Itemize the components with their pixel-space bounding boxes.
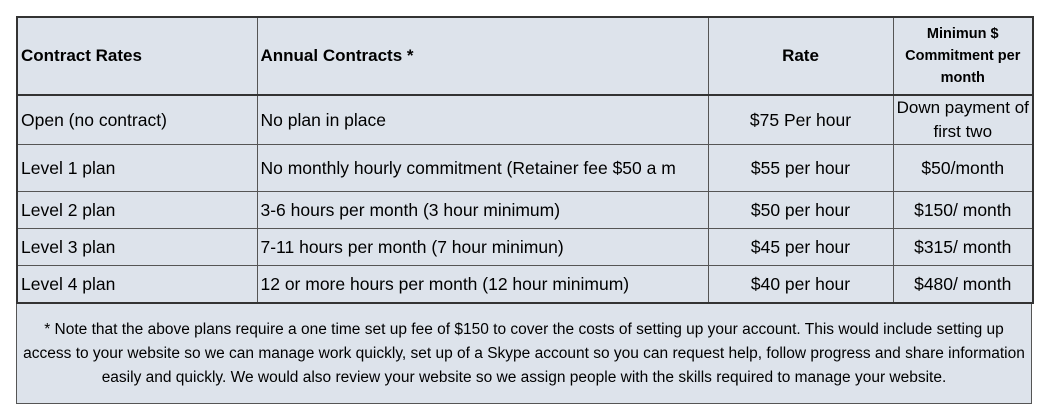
rate-cell: $55 per hour	[708, 145, 893, 192]
contract-cell: 7-11 hours per month (7 hour minimun)	[257, 229, 708, 266]
contract-cell: No monthly hourly commitment (Retainer fee $50 a m	[257, 145, 708, 192]
contract-rates-table	[16, 16, 1034, 304]
rate-cell: $40 per hour	[708, 266, 893, 304]
minimum-cell: $315/ month	[893, 229, 1033, 266]
plan-cell: Level 4 plan	[17, 266, 257, 304]
minimum-cell: Down payment of first two	[893, 95, 1033, 145]
header-row	[17, 17, 1033, 95]
table-row	[17, 95, 1033, 145]
contract-cell: 3-6 hours per month (3 hour minimum)	[257, 192, 708, 229]
header-rate: Rate	[708, 17, 893, 95]
minimum-cell: $50/month	[893, 145, 1033, 192]
table-row	[17, 192, 1033, 229]
table-row	[17, 145, 1033, 192]
header-minimum-commitment: Minimun $ Commitment per month	[893, 17, 1033, 95]
setup-fee-note: * Note that the above plans require a one time set up fee of $150 to cover the costs of setting up your account. This would include setting up access to your website so we can manage work quickly, set up of a Skype account so you can request help, follow progress and share information easily and quickly. We would also review your website so we assign people with the skills required to manage your website.	[16, 304, 1032, 404]
plan-cell: Open (no contract)	[17, 95, 257, 145]
minimum-cell: $480/ month	[893, 266, 1033, 304]
header-contract-rates: Contract Rates	[17, 17, 257, 95]
rate-cell: $75 Per hour	[708, 95, 893, 145]
minimum-cell: $150/ month	[893, 192, 1033, 229]
plan-cell: Level 1 plan	[17, 145, 257, 192]
table-row	[17, 266, 1033, 304]
contract-cell: 12 or more hours per month (12 hour minimum)	[257, 266, 708, 304]
plan-cell: Level 3 plan	[17, 229, 257, 266]
table-row	[17, 229, 1033, 266]
contract-cell: No plan in place	[257, 95, 708, 145]
rate-cell: $50 per hour	[708, 192, 893, 229]
rate-cell: $45 per hour	[708, 229, 893, 266]
header-annual-contracts: Annual Contracts *	[257, 17, 708, 95]
plan-cell: Level 2 plan	[17, 192, 257, 229]
contract-rates-sheet	[16, 16, 1032, 404]
